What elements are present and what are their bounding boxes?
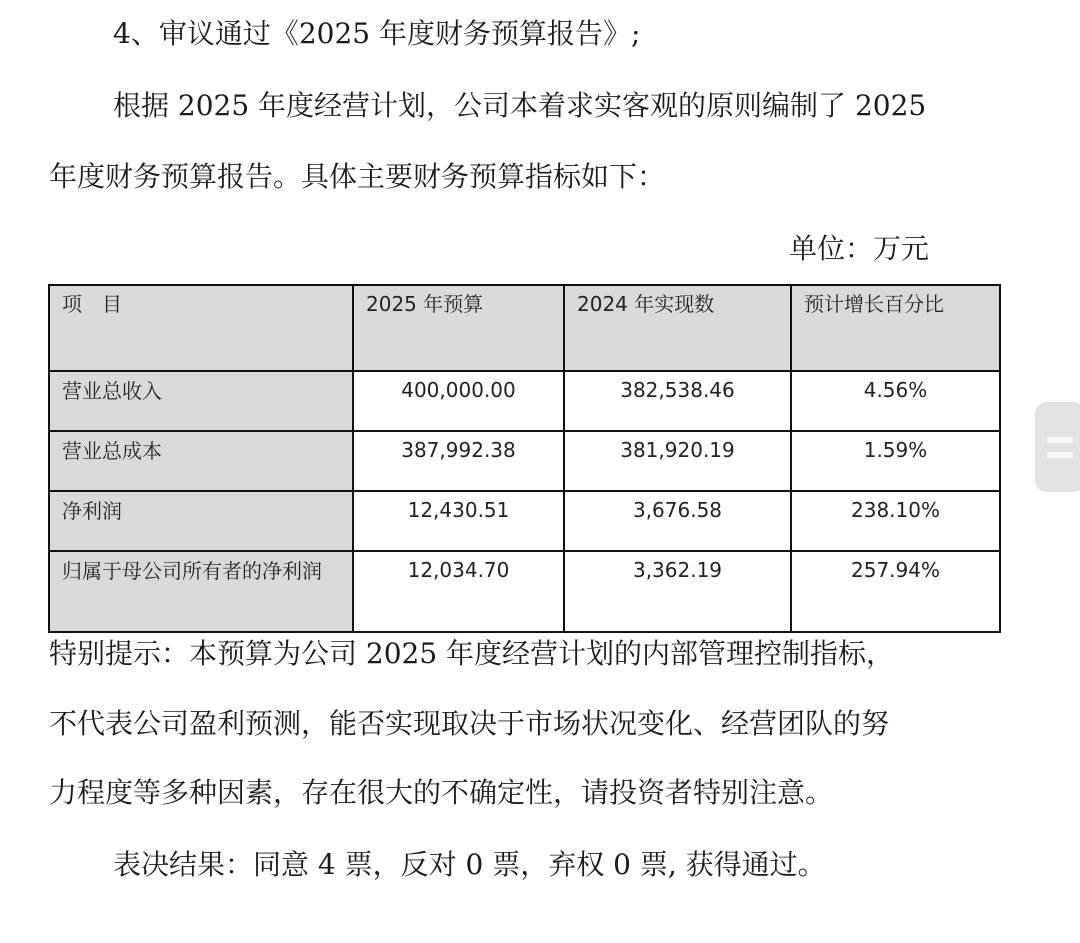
row-item-label: 净利润: [49, 491, 353, 551]
actual-2024-value: 3,362.19: [564, 551, 791, 632]
row-item-label: 营业总成本: [49, 431, 353, 491]
budget-table: [48, 284, 1001, 633]
budget-2025-value: 387,992.38: [353, 431, 564, 491]
growth-value: 4.56%: [791, 371, 1000, 431]
header-growth: 预计增长百分比: [791, 285, 1000, 371]
paragraph-line-1: 根据 2025 年度经营计划，公司本着求实客观的原则编制了 2025: [113, 89, 927, 122]
row-item-label: 归属于母公司所有者的净利润: [49, 551, 353, 632]
paragraph-line-2: 年度财务预算报告。具体主要财务预算指标如下：: [49, 160, 666, 193]
table-row: [49, 551, 1000, 632]
table-row: [49, 491, 1000, 551]
header-item: 项 目: [49, 285, 353, 371]
table-row: [49, 371, 1000, 431]
unit-label: 单位：万元: [789, 232, 930, 265]
resolution-heading: 4、审议通过《2025 年度财务预算报告》;: [113, 17, 641, 50]
growth-value: 238.10%: [791, 491, 1000, 551]
vote-result: 表决结果：同意 4 票，反对 0 票，弃权 0 票, 获得通过。: [113, 848, 826, 881]
special-note-line-1: 特别提示：本预算为公司 2025 年度经营计划的内部管理控制指标，: [49, 637, 895, 670]
growth-value: 1.59%: [791, 431, 1000, 491]
side-panel-handle[interactable]: [1035, 402, 1080, 492]
budget-2025-value: 400,000.00: [353, 371, 564, 431]
actual-2024-value: 3,676.58: [564, 491, 791, 551]
special-note-line-2: 不代表公司盈利预测，能否实现取决于市场状况变化、经营团队的努: [49, 707, 890, 740]
row-item-label: 营业总收入: [49, 371, 353, 431]
table-row: [49, 431, 1000, 491]
header-budget-2025: 2025 年预算: [353, 285, 564, 371]
actual-2024-value: 381,920.19: [564, 431, 791, 491]
actual-2024-value: 382,538.46: [564, 371, 791, 431]
budget-2025-value: 12,430.51: [353, 491, 564, 551]
table-header-row: [49, 285, 1000, 371]
header-actual-2024: 2024 年实现数: [564, 285, 791, 371]
special-note-line-3: 力程度等多种因素，存在很大的不确定性，请投资者特别注意。: [49, 776, 834, 809]
growth-value: 257.94%: [791, 551, 1000, 632]
budget-2025-value: 12,034.70: [353, 551, 564, 632]
